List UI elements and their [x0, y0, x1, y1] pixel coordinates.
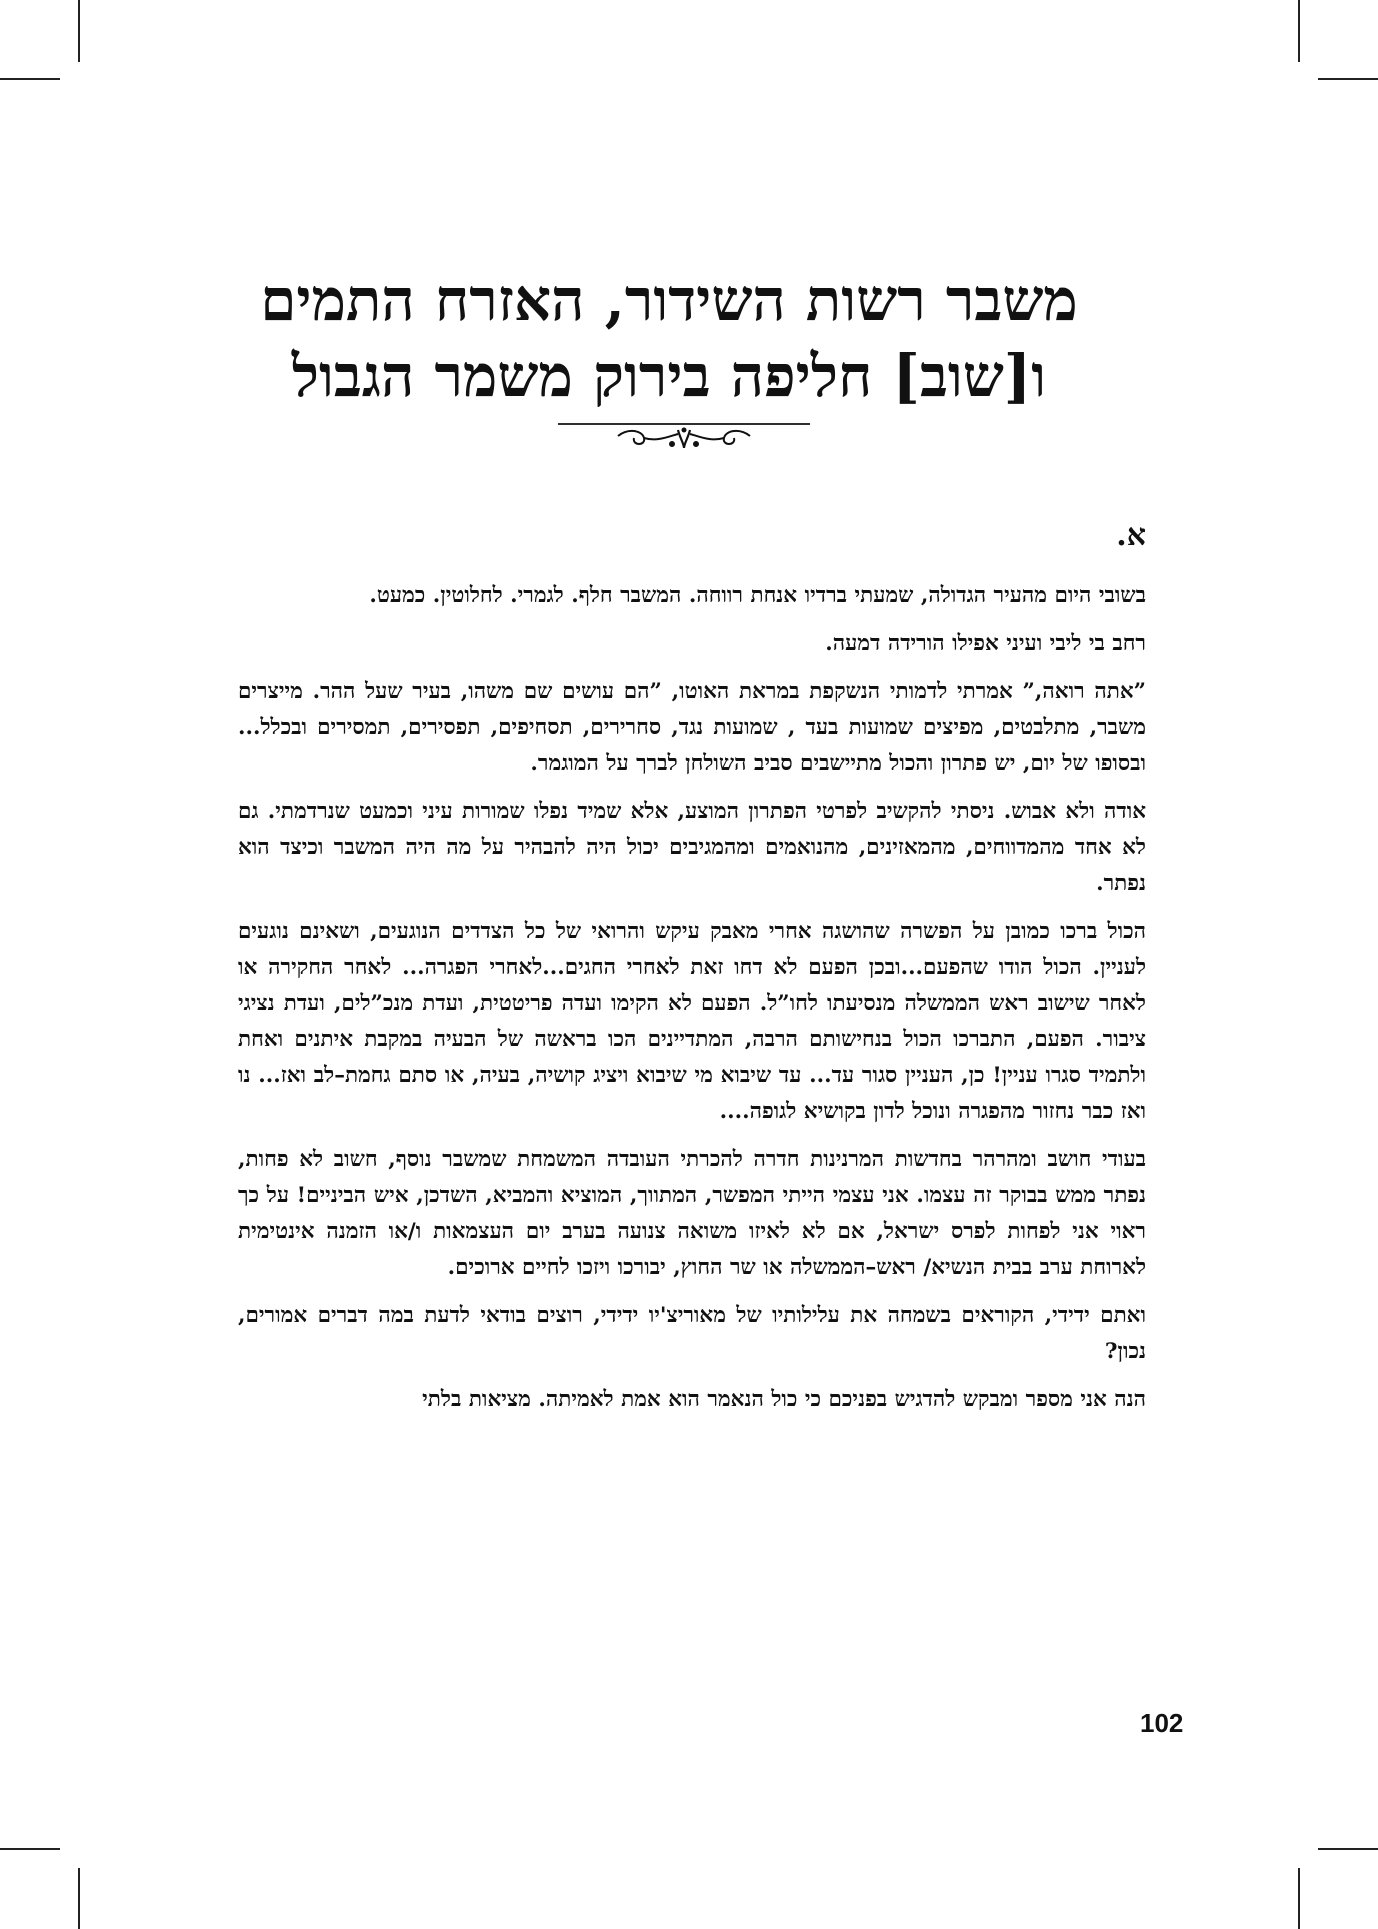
crop-mark-top-right: [1298, 0, 1300, 62]
crop-mark-left-lower: [0, 1848, 60, 1850]
paragraph-2: רחב בי ליבי ועיני אפילו הורידה דמעה.: [825, 631, 1146, 656]
chapter-title: [200, 262, 1138, 414]
paragraph-1: בשובי היום מהעיר הגדולה, שמעתי ברדיו אנחת רווחה. המשבר חלף. לגמרי. לחלוטין. כמעט.: [369, 583, 1146, 608]
crop-mark-top-left: [78, 0, 80, 62]
paragraph-7: ואתם ידידי, הקוראים בשמחה את עלילותיו של מאוריצ'יו ידידי, רוצים בודאי לדעת במה דברים אמורים, נכון?: [238, 1303, 1146, 1364]
chapter-title-line-2: ו[שוב] חליפה בירוק משמר הגבול: [291, 342, 1047, 410]
paragraph-6: בעודי חושב ומהרהר בחדשות המרנינות חדרה להכרתי העובדה המשמחת שמשבר נוסף, חשוב לא פחות, נפתר ממש בבוקר זה עצמו. אני עצמי הייתי המפשר, המתווך, המוציא והמביא, השדכן, איש הביניים! על כך ראוי אני לפחות לפרס ישראל, אם לא לאיזו משואה צנועה בערב יום העצמאות ו/או הזמנה אינטימית לארוחת ערב בבית הנשיא/ ראש–הממשלה או שר החוץ, יבורכו ויזכו לחיים ארוכים.: [238, 1147, 1146, 1280]
crop-mark-left-upper: [0, 78, 60, 80]
title-ornament-divider-icon: [558, 414, 810, 454]
crop-mark-right-lower: [1318, 1848, 1378, 1850]
paragraph-3: ”אתה רואה,” אמרתי לדמותי הנשקפת במראת האוטו, ”הם עושים שם משהו, בעיר שעל ההר. מייצרים משבר, מתלבטים, מפיצים שמועות בעד , שמועות נגד, סחרירים, תסחיפים, תפסירים, תמסירים ובכלל... ובסופו של יום, יש פתרון והכול מתיישבים סביב השולחן לברך על המוגמר.: [238, 679, 1146, 776]
section-letter: א.: [1116, 518, 1146, 553]
crop-mark-right-upper: [1318, 78, 1378, 80]
paragraph-4: אודה ולא אבוש. ניסתי להקשיב לפרטי הפתרון המוצע, אלא שמיד נפלו שמורות עיני וכמעט שנרדמתי. גם לא אחד מהמדווחים, מהמאזינים, מהנואמים ומהמגיבים יכול היה להבהיר על מה היה המשבר וכיצד הוא נפתר.: [238, 799, 1146, 896]
crop-mark-bottom-left: [78, 1868, 80, 1929]
paragraph-5: הכול ברכו כמובן על הפשרה שהושגה אחרי מאבק עיקש והרואי של כל הצדדים הנוגעים, ושאינם נוגעים לעניין. הכול הודו שהפעם...ובכן הפעם לא דחו זאת לאחרי החגים...לאחרי הפגרה... לאחר החקירה או לאחר שישוב ראש הממשלה מנסיעתו לחו”ל. הפעם לא הקימו ועדה פריטטית, ועדת מנכ”לים, ועדת נציגי ציבור. הפעם, התברכו הכול בנחישותם הרבה, המתדיינים הכו בראשה של הבעיה במקבת איתנים ואחת ולתמיד סגרו עניין! כן, העניין סגור עד... עד שיבוא מי שיבוא ויציג קושיה, בעיה, או סתם גחמת–לב ואז... נו ואז כבר נחזור מהפגרה ונוכל לדון בקושיא לגופה....: [238, 919, 1146, 1124]
chapter-title-line-1: משבר רשות השידור, האזרח התמים: [260, 266, 1078, 334]
paragraph-8: הנה אני מספר ומבקש להדגיש בפניכם כי כול הנאמר הוא אמת לאמיתה. מציאות בלתי: [422, 1387, 1146, 1412]
crop-mark-bottom-right: [1298, 1868, 1300, 1929]
page-number: 102: [1140, 1708, 1184, 1738]
body-text: [238, 578, 1146, 1430]
